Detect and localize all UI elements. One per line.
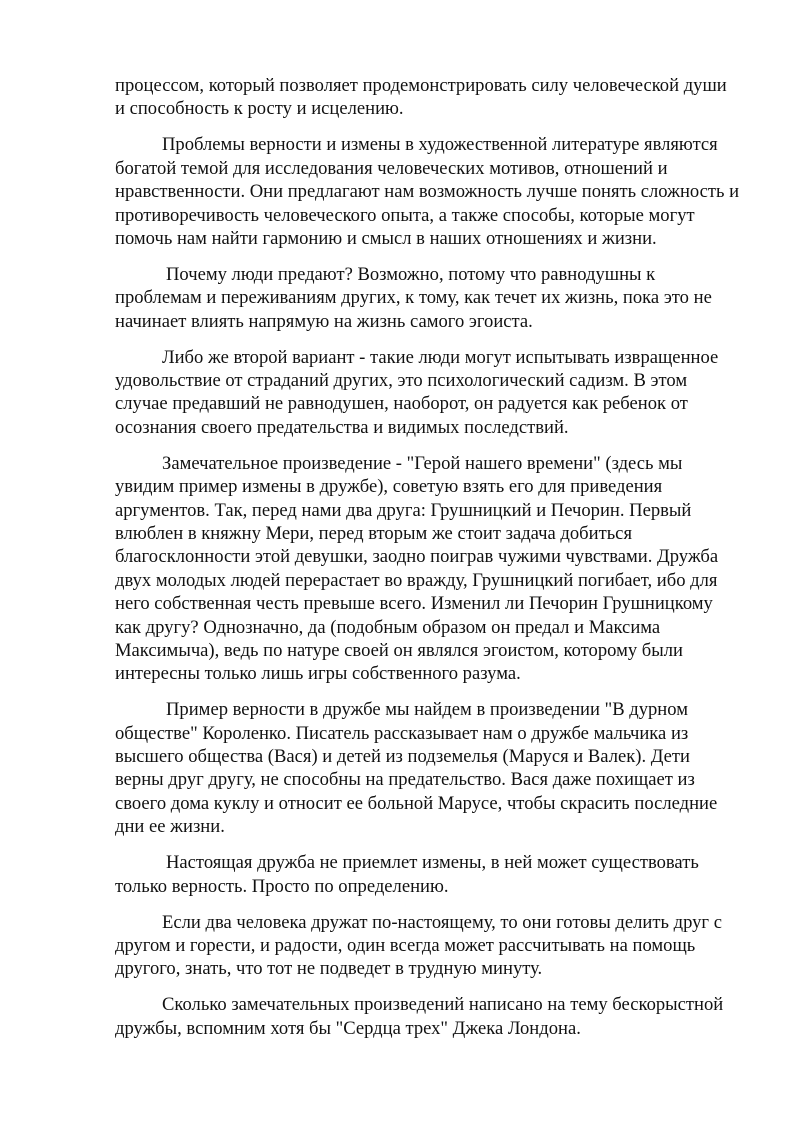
paragraph-1: процессом, который позволяет продемонстрировать силу человеческой души и способность к росту и исцелению. [115,75,727,120]
paragraph-6: Пример верности в дружбе мы найдем в произведении "В дурном обществе" Короленко. Писатель рассказывает нам о дружбе мальчика из высшего общества (Вася) и детей из подземелья (Маруся и Валек). Дети верны друг другу, не способны на предательство. Вася даже похищает из своего дома куклу и относит ее больной Марусе, чтобы скрасить последние дни ее жизни. [115,699,718,838]
paragraph-4: Либо же второй вариант - такие люди могут испытывать извращенное удовольствие от страданий других, это психологический садизм. В этом случае предавший не равнодушен, наоборот, он радуется как ребенок от осознания своего предательства и видимых последствий. [115,346,719,438]
paragraph-2: Проблемы верности и измены в художественной литературе являются богатой темой для исследования человеческих мотивов, отношений и нравственности. Они предлагают нам возможность лучше понять сложность и противоречивость человеческого опыта, а также способы, которые могут помочь нам найти гармонию и смысл в наших отношениях и жизни. [115,134,740,249]
document-body [115,74,740,1053]
paragraph-5: Замечательное произведение - "Герой нашего времени" (здесь мы увидим пример измены в дружбе), советую взять его для приведения аргументов. Так, перед нами два друга: Грушницкий и Печорин. Первый влюблен в княжну Мери, перед вторым же стоит задача добиться благосклонности этой девушки, заодно поиграв чужими чувствами. Дружба двух молодых людей перерастает во вражду, Грушницкий погибает, ибо для него собственная честь превыше всего. Изменил ли Печорин Грушницкому как другу? Однозначно, да (подобным образом он предал и Максима Максимыча), ведь по натуре своей он являлся эгоистом, которому были интересны только лишь игры собственного разума. [115,452,719,685]
paragraph-7: Настоящая дружба не приемлет измены, в ней может существовать только верность. Просто по определению. [115,852,699,897]
paragraph-3: Почему люди предают? Возможно, потому что равнодушны к проблемам и переживаниям других, к тому, как течет их жизнь, пока это не начинает влиять напрямую на жизнь самого эгоиста. [115,263,712,332]
paragraph-8: Если два человека дружат по-настоящему, то они готовы делить друг с другом и горести, и радости, один всегда может рассчитывать на помощь другого, знать, что тот не подведет в трудную минуту. [115,911,722,980]
paragraph-9: Сколько замечательных произведений написано на тему бескорыстной дружбы, вспомним хотя бы "Сердца трех" Джека Лондона. [115,994,724,1039]
